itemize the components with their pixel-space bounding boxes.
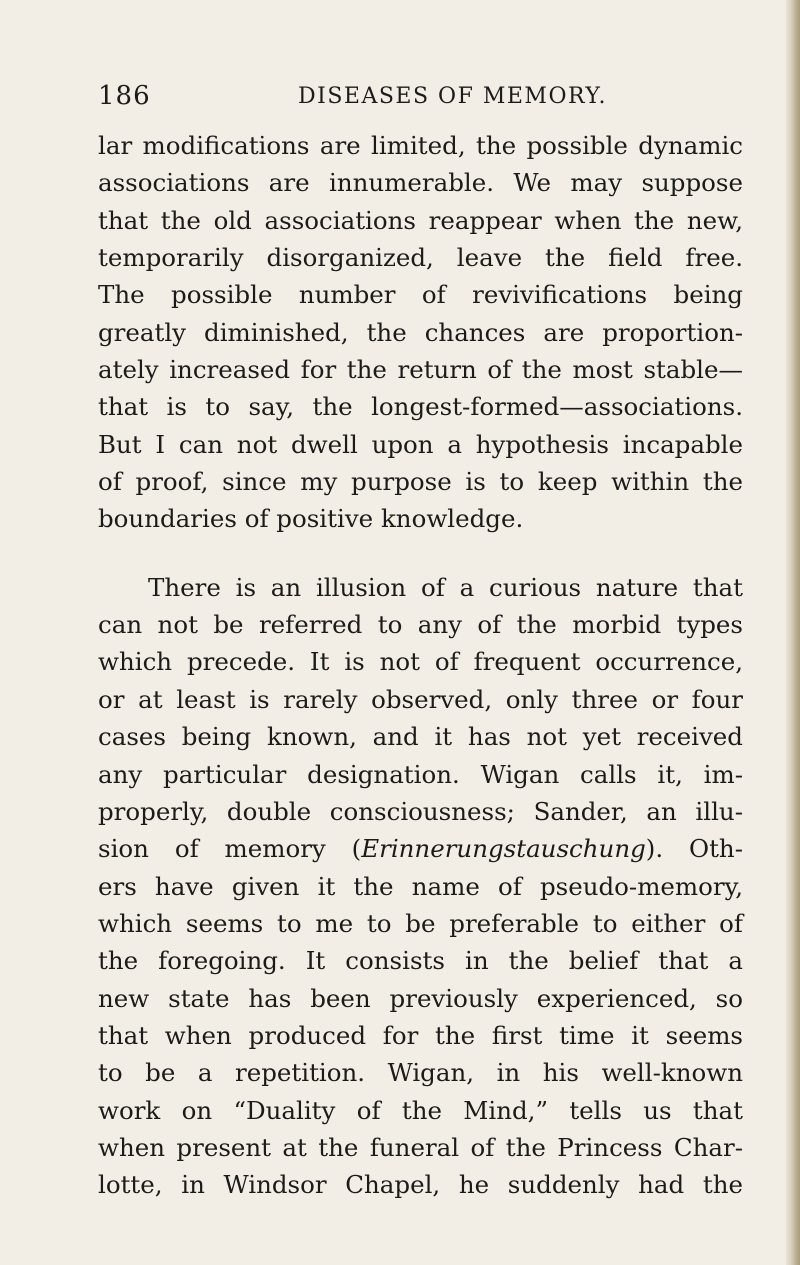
paragraph-gap [98,538,743,569]
text-line: that the old associations reappear when the new, [98,205,743,235]
text-line: cases being known, and it has not yet received [98,722,743,752]
text-line: which precede. It is not of frequent occurrence, [98,647,743,677]
text-line: ers have given it the name of pseudo-memory, [98,871,743,901]
paragraph-2 [98,569,743,1204]
page-header [98,80,738,112]
text-line: ately increased for the return of the most stable— [98,355,743,385]
text-line: temporarily disorganized, leave the field free. [98,243,743,273]
text-line: can not be referred to any of the morbid types [98,610,743,640]
text-line: lar modifications are limited, the possible dynamic [98,131,743,160]
text-line: The possible number of revivifications being [98,280,743,310]
text-line: the foregoing. It consists in the belief that a [98,946,743,976]
text-line: work on “Duality of the Mind,” tells us that [98,1095,743,1125]
page-number: 186 [98,81,151,111]
text-line: to be a repetition. Wigan, in his well-known [98,1058,743,1088]
italic-term: Erinnerungstauschung [361,834,646,864]
text-line: greatly diminished, the chances are proportion- [98,317,743,347]
paragraph-1 [98,127,743,538]
page-edge [786,0,800,1265]
text-fragment: ). Oth- [645,834,743,864]
text-line: properly, double consciousness; Sander, an illu- [98,796,743,826]
text-line: any particular designation. Wigan calls it, im- [98,759,743,789]
text-body [98,127,743,1204]
text-line: which seems to me to be preferable to either of [98,908,743,938]
text-line: of proof, since my purpose is to keep within the [98,467,743,497]
text-fragment: sion of memory ( [98,834,362,864]
text-line: boundaries of positive knowledge. [98,504,524,534]
text-line: lotte, in Windsor Chapel, he suddenly had the [98,1170,743,1200]
running-head: DISEASES OF MEMORY. [298,84,608,109]
text-line-with-italic [98,830,743,867]
text-line: But I can not dwell upon a hypothesis incapable [98,429,743,459]
text-line: new state has been previously experienced, so [98,983,743,1013]
text-line: that is to say, the longest-formed—associations. [98,392,743,422]
text-line: or at least is rarely observed, only three or four [98,684,743,714]
text-line: There is an illusion of a curious nature that [148,572,743,602]
text-line: when present at the funeral of the Princess Char- [98,1132,743,1162]
text-line: associations are innumerable. We may suppose [98,168,743,198]
text-line: that when produced for the first time it seems [98,1020,743,1050]
